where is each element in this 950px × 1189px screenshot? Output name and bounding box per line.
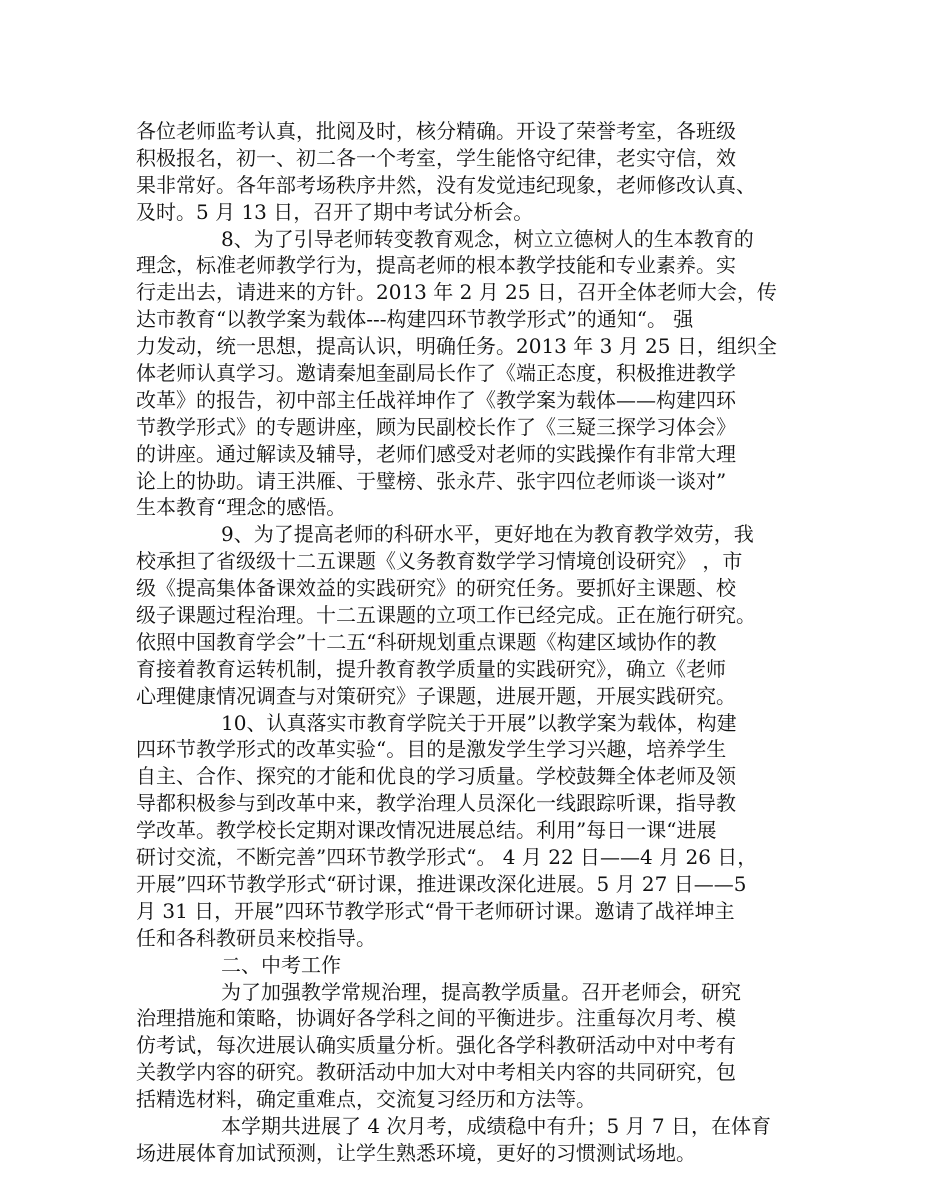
text-line: 心理健康情况调查与对策研究》子课题，进展开题，开展实践研究。 (136, 683, 736, 708)
text-line: 8、为了引导老师转变教育观念，树立立德树人的生本教育的 (221, 226, 754, 251)
text-line: 关教学内容的研究。教研活动中加大对中考相关内容的共同研究，包 (136, 1060, 736, 1085)
text-line: 9、为了提高老师的科研水平，更好地在为教育教学效劳，我 (221, 522, 754, 547)
text-line: 行走出去，请进来的方针。2013 年 2 月 25 日，召开全体老师大会，传 (136, 280, 777, 305)
text-line: 理念，标准老师教学行为，提高老师的根本教学技能和专业素养。实 (136, 253, 736, 278)
text-line: 学改革。教学校长定期对课改情况进展总结。利用”每日一课“进展 (136, 818, 717, 843)
text-line: 四环节教学形式的改革实验“。目的是激发学生学习兴趣，培养学生 (136, 737, 727, 762)
text-line: 达市教育“以教学案为载体---构建四环节教学形式”的通知“。 强 (136, 307, 694, 332)
text-line: 场进展体育加试预测，让学生熟悉环境，更好的习惯测试场地。 (136, 1140, 696, 1165)
text-line: 任和各科教研员来校指导。 (136, 925, 376, 950)
text-line: 级《提高集体备课效益的实践研究》的研究任务。要抓好主课题、校 (136, 576, 736, 601)
text-line: 依照中国教育学会”十二五“科研规划重点课题《构建区域协作的教 (136, 629, 717, 654)
text-line: 论上的协助。请王洪雁、于璧榜、张永芹、张宇四位老师谈一谈对” (136, 468, 727, 493)
text-line: 二、中考工作 (221, 952, 341, 977)
text-line: 及时。5 月 13 日，召开了期中考试分析会。 (136, 199, 534, 224)
text-line: 导都积极参与到改革中来，教学治理人员深化一线跟踪听课，指导教 (136, 791, 736, 816)
text-line: 开展”四环节教学形式“研讨课，推进课改深化进展。5 月 27 日——5 (136, 871, 747, 896)
text-line: 生本教育“理念的感悟。 (136, 495, 347, 520)
text-line: 改革》的报告，初中部主任战祥坤作了《教学案为载体——构建四环 (136, 387, 736, 412)
text-line: 校承担了省级级十二五课题《义务教育数学学习情境创设研究》 ，市 (136, 549, 743, 574)
text-line: 自主、合作、探究的才能和优良的学习质量。学校鼓舞全体老师及领 (136, 764, 736, 789)
text-line: 育接着教育运转机制，提升教育教学质量的实践研究》，确立《老师 (136, 656, 726, 681)
text-line: 月 31 日，开展”四环节教学形式“骨干老师研讨课。邀请了战祥坤主 (136, 898, 735, 923)
text-line: 的讲座。通过解读及辅导，老师们感受对老师的实践操作有非常大理 (136, 441, 736, 466)
text-line: 治理措施和策略，协调好各学科之间的平衡进步。注重每次月考、模 (136, 1006, 736, 1031)
text-line: 仿考试，每次进展认确实质量分析。强化各学科教研活动中对中考有 (136, 1033, 736, 1058)
text-line: 本学期共进展了 4 次月考，成绩稳中有升；5 月 7 日，在体育 (221, 1113, 771, 1138)
text-line: 研讨交流，不断完善”四环节教学形式“。 4 月 22 日——4 月 26 日， (136, 845, 758, 870)
text-line: 节教学形式》的专题讲座，顾为民副校长作了《三疑三探学习体会》 (136, 414, 736, 439)
text-line: 为了加强教学常规治理，提高教学质量。召开老师会，研究 (221, 979, 741, 1004)
text-line: 力发动，统一思想，提高认识，明确任务。2013 年 3 月 25 日，组织全 (136, 334, 777, 359)
text-line: 10、认真落实市教育学院关于开展”以教学案为载体，构建 (221, 710, 737, 735)
text-line: 括精选材料，确定重难点，交流复习经历和方法等。 (136, 1087, 596, 1112)
text-line: 级子课题过程治理。十二五课题的立项工作已经完成。正在施行研究。 (136, 603, 756, 628)
document-body (136, 118, 816, 1167)
text-line: 果非常好。各年部考场秩序井然，没有发觉违纪现象，老师修改认真、 (136, 172, 756, 197)
text-line: 体老师认真学习。邀请秦旭奎副局长作了《端正态度，积极推进教学 (136, 361, 736, 386)
text-line: 积极报名，初一、初二各一个考室，学生能恪守纪律，老实守信，效 (136, 145, 736, 170)
text-line: 各位老师监考认真，批阅及时，核分精确。开设了荣誉考室，各班级 (136, 119, 736, 143)
